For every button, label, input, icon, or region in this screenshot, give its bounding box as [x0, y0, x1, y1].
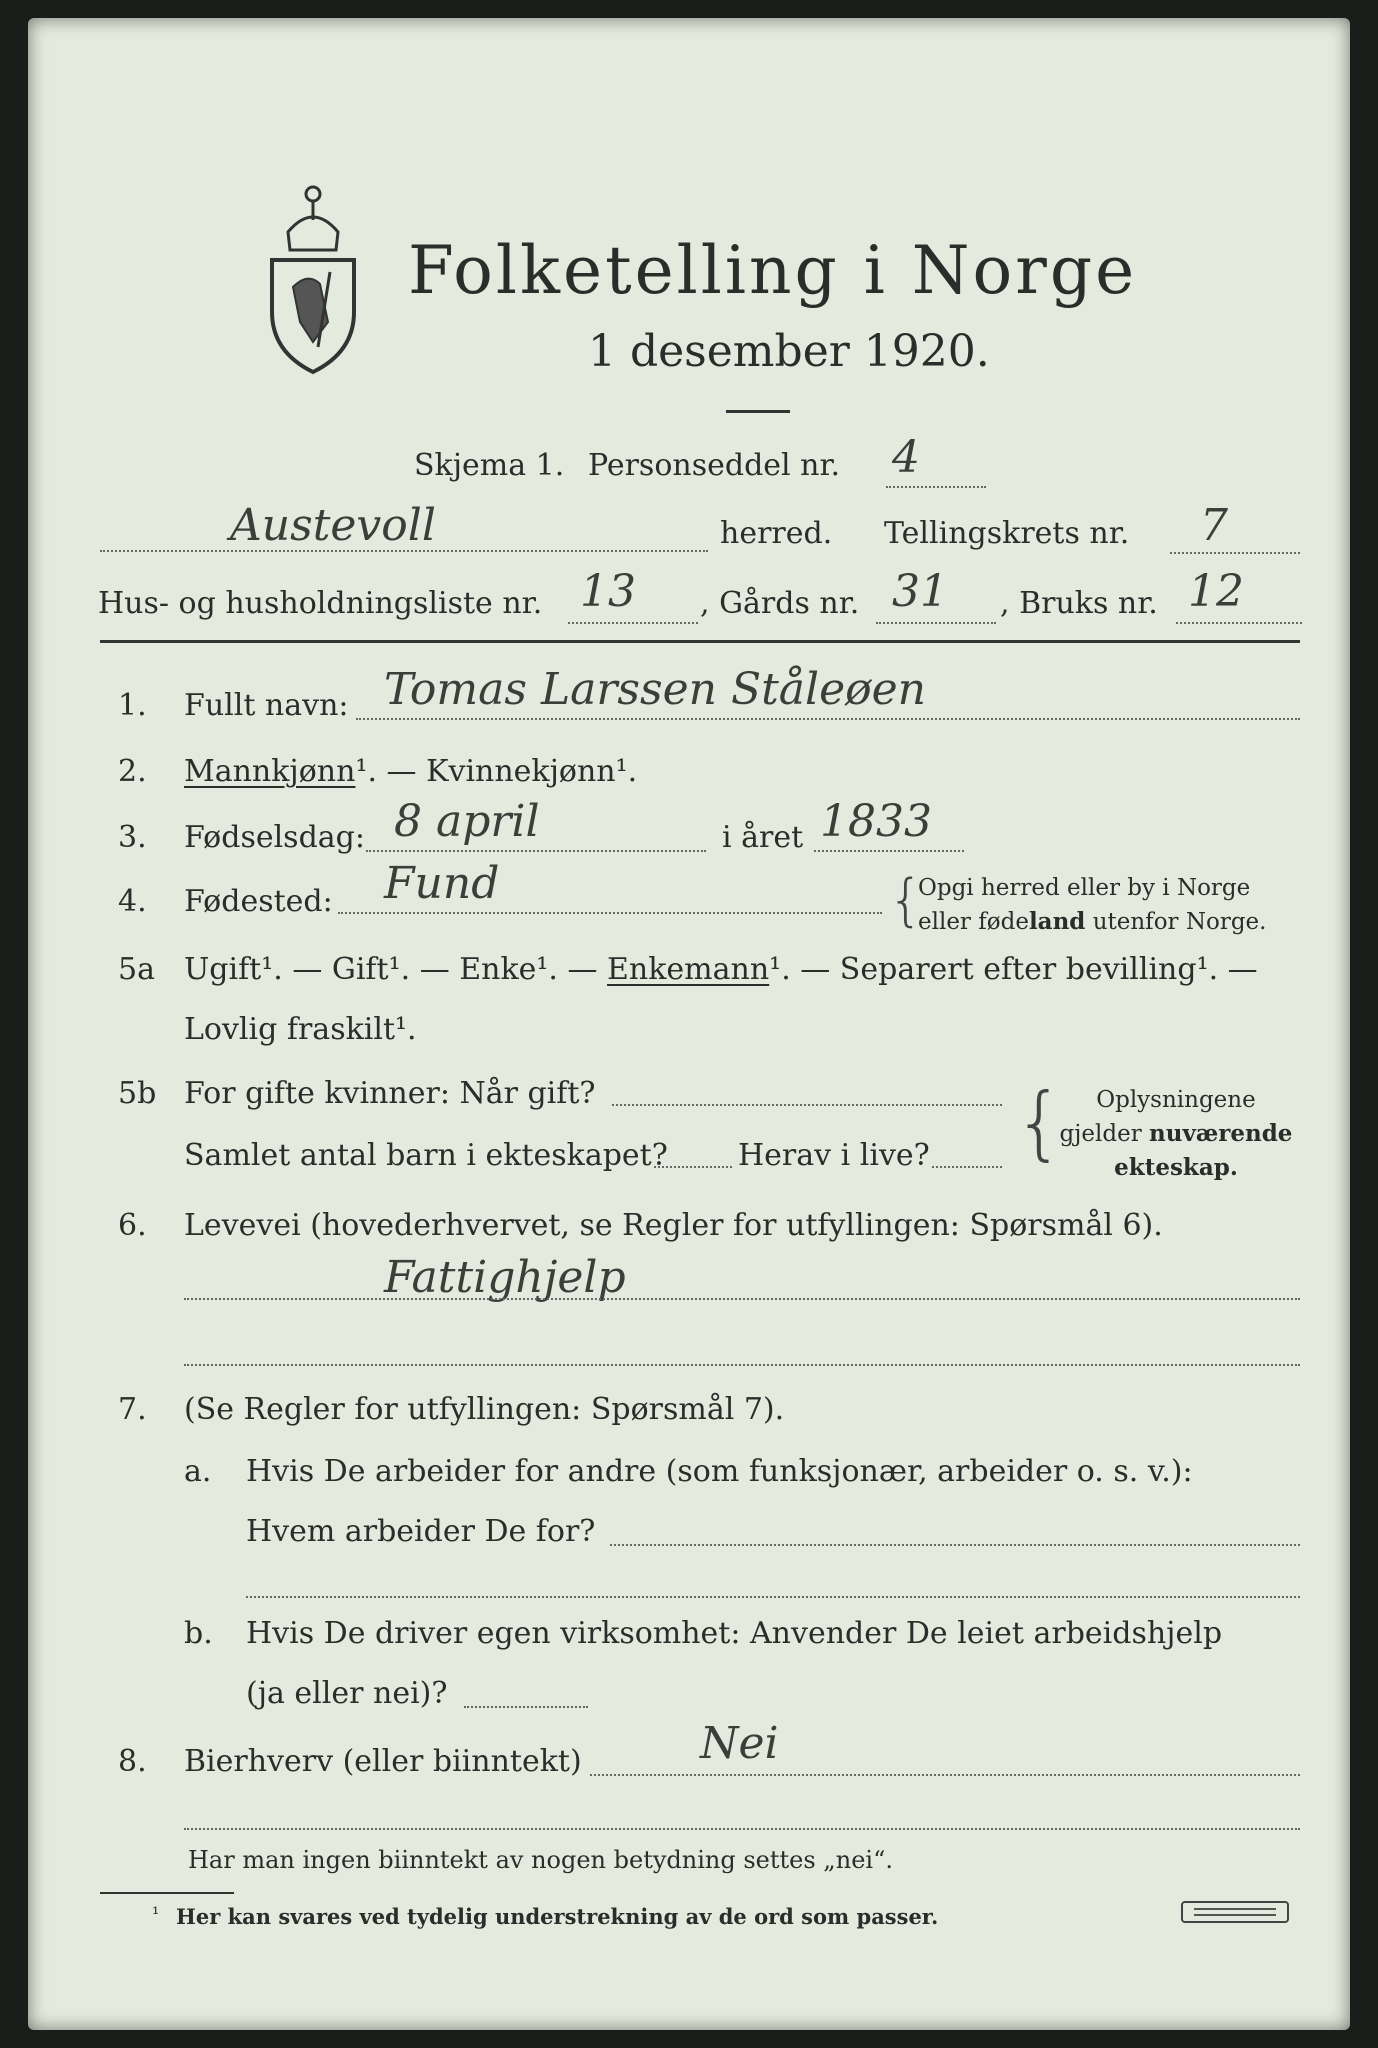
q6-line2 — [184, 1364, 1300, 1366]
q6-label: Levevei (hovederhvervet, se Regler for utfyllingen: Spørsmål 6). — [184, 1208, 1163, 1243]
q4-note-line2: eller fødeland utenfor Norge. — [918, 908, 1267, 935]
q7a-label2: Hvem arbeider De for? — [246, 1514, 596, 1549]
q3-number: 3. — [118, 820, 147, 855]
footnote-divider — [100, 1892, 234, 1894]
hus-line — [568, 622, 698, 624]
q1-number: 1. — [118, 688, 147, 723]
q3-aaret-label: i året — [722, 820, 804, 855]
occupation-value: Fattighjelp — [384, 1252, 626, 1303]
birthplace-value: Fund — [384, 858, 500, 909]
mannkjonn-option: Mannkjønn — [184, 754, 356, 789]
birthday-value: 8 april — [394, 796, 540, 847]
q5b-note-line3: ekteskap. — [1114, 1154, 1238, 1181]
personseddel-label: Personseddel nr. — [588, 448, 841, 483]
q5b-alive-line — [932, 1166, 1002, 1168]
q3-year-line — [814, 850, 964, 852]
kvinnekjonn-option: Kvinnekjønn — [426, 754, 616, 789]
header-divider — [100, 640, 1300, 643]
enkemann-option: Enkemann — [607, 952, 770, 987]
q7b-label2: (ja eller nei)? — [246, 1676, 448, 1711]
form-title: Folketelling i Norge — [408, 232, 1138, 309]
printer-stamp-icon — [1180, 1900, 1290, 1924]
q4-note-line1: Opgi herred eller by i Norge — [918, 875, 1251, 901]
footnote-text: Her kan svares ved tydelig understrekning av de ord som passer. — [176, 1904, 939, 1929]
form-date: 1 desember 1920. — [588, 326, 990, 377]
personseddel-line — [886, 486, 986, 488]
q4-note — [918, 872, 1266, 939]
q1-line — [356, 718, 1300, 720]
q7-label: (Se Regler for utfyllingen: Spørsmål 7). — [184, 1392, 785, 1427]
q7a-letter: a. — [184, 1454, 212, 1489]
q5a-marital-options: Ugift¹. — Gift¹. — Enke¹. — Enkemann¹. — Separert efter bevilling¹. — — [184, 952, 1258, 987]
skjema-label: Skjema 1. — [414, 448, 565, 483]
bruks-value: 12 — [1188, 566, 1244, 617]
q2-sex-options — [184, 754, 637, 789]
q7b-line — [464, 1706, 588, 1708]
q3-line — [366, 850, 706, 852]
nei-note: Har man ingen biinntekt av nogen betydning settes „nei“. — [188, 1846, 893, 1874]
gards-label: , Gårds nr. — [700, 586, 860, 621]
q2-end: ¹. — [615, 754, 638, 789]
q5a-number: 5a — [118, 952, 155, 987]
full-name-value: Tomas Larssen Ståleøen — [384, 664, 926, 715]
q2-number: 2. — [118, 754, 147, 789]
q6-line1 — [184, 1298, 1300, 1300]
q3-label: Fødselsdag: — [184, 820, 365, 855]
q5b-note-line2: gjelder nuværende — [1059, 1120, 1293, 1147]
q5b-married-line — [612, 1104, 1002, 1106]
q5a-line2: Lovlig fraskilt¹. — [184, 1012, 417, 1047]
tellingskrets-label: Tellingskrets nr. — [884, 516, 1130, 551]
q7a-line1 — [610, 1544, 1300, 1546]
tellingskrets-value: 7 — [1200, 500, 1228, 551]
bruks-label: , Bruks nr. — [1000, 586, 1158, 621]
gards-line — [876, 622, 996, 624]
q6-number: 6. — [118, 1208, 147, 1243]
q4-line — [338, 912, 882, 914]
q5b-label3: Herav i live? — [738, 1138, 930, 1173]
personseddel-value: 4 — [892, 432, 920, 483]
q5b-label1: For gifte kvinner: Når gift? — [184, 1076, 596, 1111]
q7a-line2 — [246, 1596, 1300, 1598]
bruks-line — [1176, 622, 1302, 624]
q5b-note-line1: Oplysningene — [1096, 1087, 1256, 1113]
q5b-brace: { — [1014, 1076, 1065, 1169]
hus-label: Hus- og husholdningsliste nr. — [98, 586, 543, 621]
q5b-note — [1056, 1084, 1296, 1185]
q8-label: Bierhverv (eller biinntekt) — [184, 1744, 582, 1779]
norwegian-coat-of-arms-icon — [258, 172, 368, 377]
title-divider — [726, 410, 790, 413]
gards-value: 31 — [892, 566, 948, 617]
q7-number: 7. — [118, 1392, 147, 1427]
tellingskrets-line — [1170, 552, 1300, 554]
q4-brace: { — [888, 868, 924, 933]
q7a-label1: Hvis De arbeider for andre (som funksjonær, arbeider o. s. v.): — [246, 1454, 1193, 1489]
q8-line1 — [590, 1774, 1300, 1776]
birth-year-value: 1833 — [820, 796, 932, 847]
q4-number: 4. — [118, 884, 147, 919]
q1-label: Fullt navn: — [184, 688, 349, 723]
q5b-children-line — [654, 1166, 732, 1168]
q2-separator: ¹. — — [355, 754, 427, 789]
hus-value: 13 — [580, 566, 636, 617]
q5b-label2: Samlet antal barn i ekteskapet? — [184, 1138, 668, 1173]
herred-label: herred. — [720, 516, 833, 551]
q8-line2 — [184, 1828, 1300, 1830]
herred-value: Austevoll — [230, 500, 436, 551]
footnote-mark: ¹ — [152, 1904, 160, 1925]
side-income-value: Nei — [700, 1718, 779, 1769]
q8-number: 8. — [118, 1744, 147, 1779]
q7b-letter: b. — [184, 1616, 213, 1651]
q7b-label1: Hvis De driver egen virksomhet: Anvender De leiet arbeidshjelp — [246, 1616, 1223, 1651]
q5b-number: 5b — [118, 1076, 157, 1111]
q4-label: Fødested: — [184, 884, 333, 919]
